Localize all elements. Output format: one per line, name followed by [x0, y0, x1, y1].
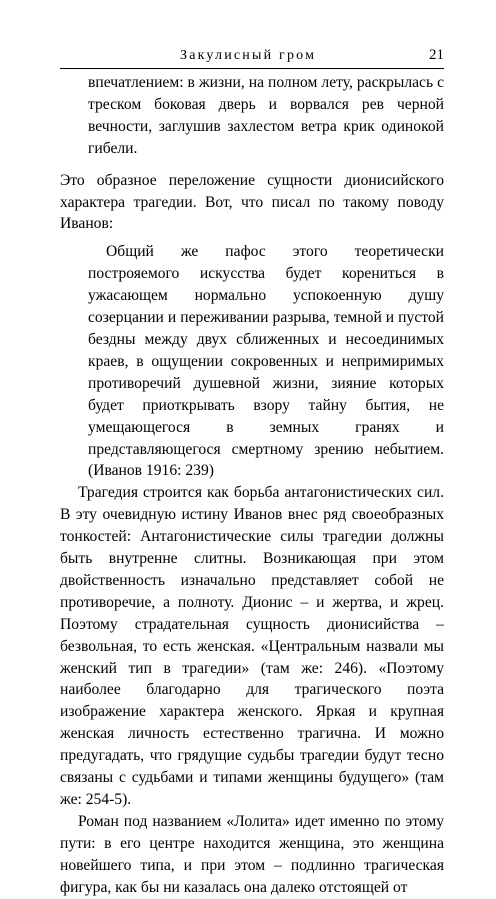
quote-fragment: впечатлением: в жизни, на полном лету, раскрылась с треском боковая дверь и ворвался рев черной вечности, заглушив захлестом ветра крик одинокой гибели. [88, 74, 444, 157]
block-quote [88, 241, 444, 482]
page-body [60, 72, 444, 899]
page-number: 21 [429, 47, 444, 63]
running-header [60, 46, 444, 69]
running-title: Закулисный гром [180, 48, 317, 63]
quote-citation: (Иванов 1916: 239) [88, 462, 214, 480]
block-quote-text: Общий же пафос этого теоретически построяемого искусства будет корениться в ужасающем нормально успокоенную душу созерцании и переживании разрыва, темной и пустой бездны между двух сближенных и несоединимых краев, в ощущении сокровенных и непримиримых противоречий душевной жизни, зияние которых будет приоткрывать взору тайну бытия, не умещающегося в земных гранях и представляющегося смертному зрению небытием. [88, 243, 444, 458]
paragraph-intro: Это образное переложение сущности дионисийского характера трагедии. Вот, что писал по такому поводу Иванов: [60, 171, 444, 233]
paragraph-tragedy: Трагедия строится как борьба антагонистических сил. В эту очевидную истину Иванов внес ряд своеобразных тонкостей: Антагонистические силы трагедии должны быть внутренне слитны. Возникающая при этом двойственность изначально представляет собой не противоречие, а полноту. Дионис – и жертва, и жрец. Поэтому страдательная сущность дионисийства – безвольная, то есть женская. «Центральным назвали мы женский тип в трагедии» (там же: 246). «Поэтому наиболее благодарно для трагического поэта изображение характера женского. Яркая и крупная женская личность естественно трагична. И можно предугадать, что грядущие судьбы трагедии будут тесно связаны с судьбами и типами женщины будущего» (там же: 254-5). [60, 484, 444, 808]
paragraph-novel: Роман под названием «Лолита» идет именно по этому пути: в его центре находится женщина, это женщина новейшего типа, и при этом – подлинно трагическая фигура, как бы ни казалась она далеко отстоящей от [60, 812, 444, 896]
